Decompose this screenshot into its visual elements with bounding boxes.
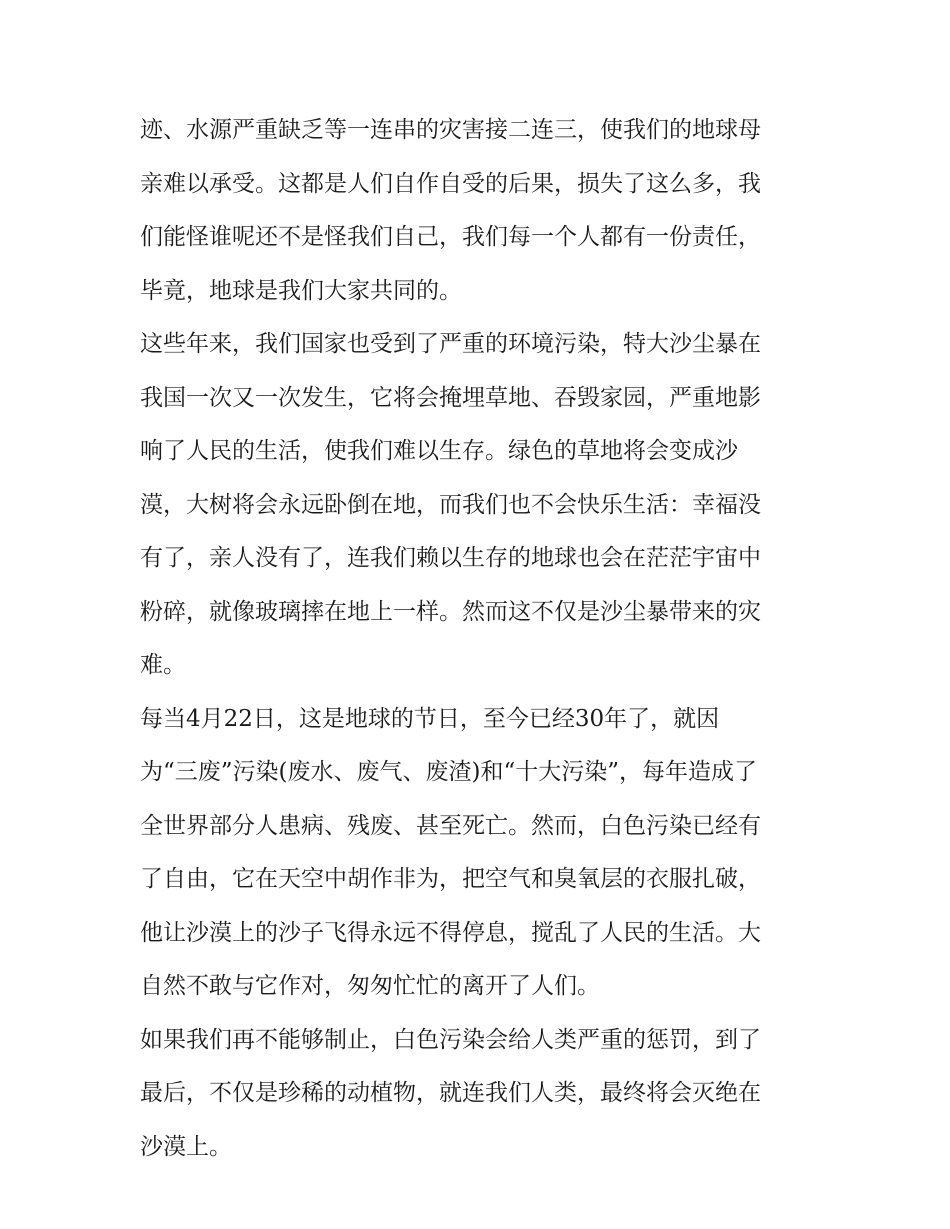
text-line: 粉碎，就像玻璃摔在地上一样。然而这不仅是沙尘暴带来的灾	[140, 598, 761, 625]
text-line: 每当4月22日，这是地球的节日，至今已经30年了，就因	[140, 705, 720, 732]
text-line: 了自由，它在天空中胡作非为，把空气和臭氧层的衣服扎破，	[140, 866, 761, 892]
text-line: 为“三废”污染(废水、废气、废渣)和“十大污染”，每年造成了	[140, 759, 757, 785]
text-line: 迹、水源严重缺乏等一连串的灾害接二连三，使我们的地球母	[140, 117, 761, 143]
text-line: 有了，亲人没有了，连我们赖以生存的地球也会在茫茫宇宙中	[140, 545, 761, 571]
text-line: 沙漠上。	[140, 1133, 232, 1160]
text-line: 这些年来，我们国家也受到了严重的环境污染，特大沙尘暴在	[140, 331, 761, 357]
text-line: 们能怪谁呢还不是怪我们自己，我们每一个人都有一份责任，	[140, 224, 761, 250]
text-line: 亲难以承受。这都是人们自作自受的后果，损失了这么多，我	[140, 170, 761, 197]
text-line: 难。	[140, 652, 186, 678]
text-line: 他让沙漠上的沙子飞得永远不得停息，搅乱了人民的生活。大	[140, 919, 761, 946]
text-line: 最后，不仅是珍稀的动植物，就连我们人类，最终将会灭绝在	[140, 1080, 761, 1106]
document-page	[140, 104, 818, 1174]
text-line: 自然不敢与它作对，匆匆忙忙的离开了人们。	[140, 973, 600, 999]
text-line: 响了人民的生活，使我们难以生存。绿色的草地将会变成沙	[140, 438, 738, 464]
text-line: 如果我们再不能够制止，白色污染会给人类严重的惩罚，到了	[140, 1026, 761, 1053]
text-line: 漠，大树将会永远卧倒在地，而我们也不会快乐生活：幸福没	[140, 491, 761, 518]
text-line: 全世界部分人患病、残废、甚至死亡。然而，白色污染已经有	[140, 812, 761, 839]
text-line: 我国一次又一次发生，它将会掩埋草地、吞毁家园，严重地影	[140, 384, 761, 411]
text-line: 毕竟，地球是我们大家共同的。	[140, 277, 462, 304]
